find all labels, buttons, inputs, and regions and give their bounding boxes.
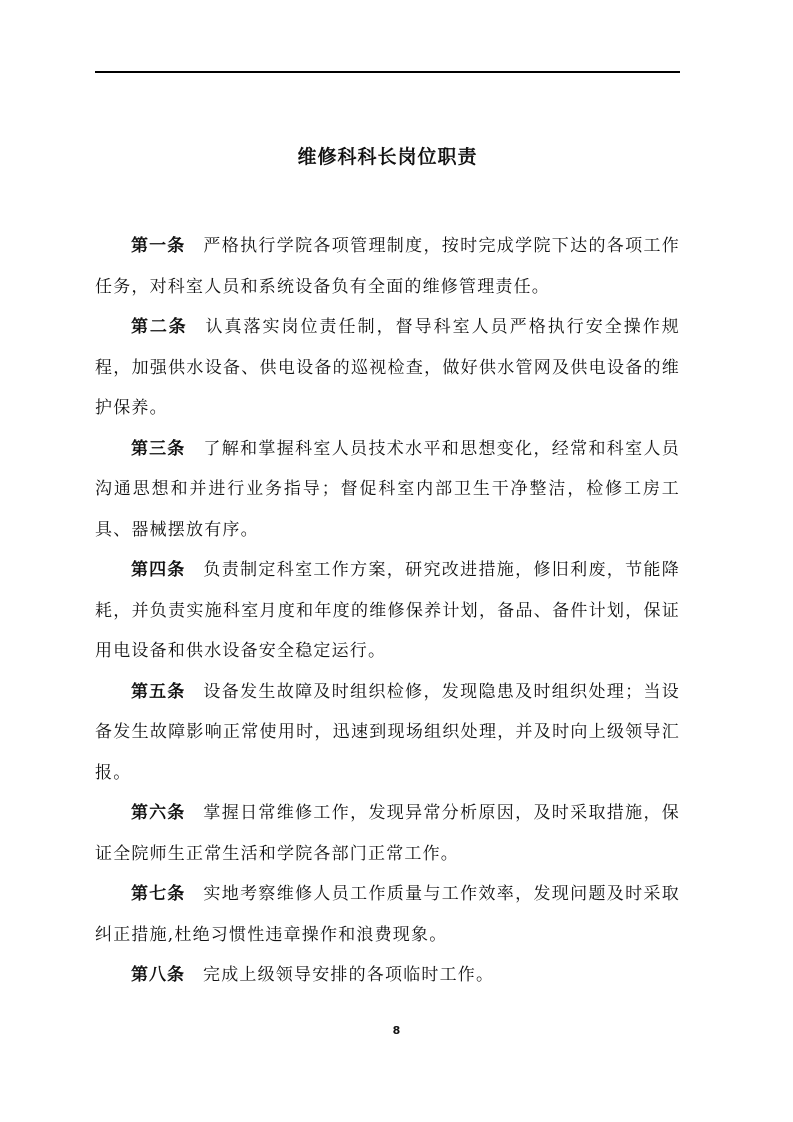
page-number: 8 [392, 1024, 401, 1037]
article-text: 了解和掌握科室人员技术水平和思想变化，经常和科室人员沟通思想和并进行业务指导；督促科室内部卫生干净整洁，检修工房工具、器械摆放有序。 [95, 438, 681, 540]
header-rule [95, 71, 680, 73]
article-2 [95, 307, 680, 429]
article-text: 实地考察维修人员工作质量与工作效率，发现问题及时采取纠正措施,杜绝习惯性违章操作和浪费现象。 [95, 884, 681, 945]
article-text: 掌握日常维修工作，发现异常分析原因，及时采取措施，保证全院师生正常生活和学院各部门正常工作。 [95, 803, 681, 864]
article-1 [95, 226, 680, 307]
article-3 [95, 429, 680, 551]
article-label: 第六条 [131, 803, 186, 823]
article-6 [95, 793, 680, 874]
article-text: 完成上级领导安排的各项临时工作。 [203, 965, 495, 985]
document-body [95, 226, 680, 996]
article-text: 设备发生故障及时组织检修，发现隐患及时组织处理；当设备发生故障影响正常使用时，迅速到现场组织处理，并及时向上级领导汇报。 [95, 681, 681, 783]
article-label: 第四条 [131, 560, 186, 580]
article-7 [95, 874, 680, 955]
article-4 [95, 550, 680, 672]
article-8 [95, 955, 680, 996]
article-label: 第八条 [131, 965, 185, 985]
article-5 [95, 672, 680, 794]
article-label: 第三条 [131, 438, 186, 459]
article-label: 第二条 [131, 317, 188, 337]
article-text: 认真落实岗位责任制，督导科室人员严格执行安全操作规程，加强供水设备、供电设备的巡视检查，做好供水管网及供电设备的维护保养。 [95, 317, 681, 418]
page-title: 维修科科长岗位职责 [297, 146, 478, 168]
article-label: 第七条 [131, 884, 186, 904]
article-text: 负责制定科室工作方案，研究改进措施，修旧利废，节能降耗，并负责实施科室月度和年度的维修保养计划，备品、备件计划，保证用电设备和供水设备安全稳定运行。 [95, 560, 681, 661]
article-label: 第五条 [131, 681, 186, 702]
article-label: 第一条 [131, 236, 186, 256]
article-text: 严格执行学院各项管理制度，按时完成学院下达的各项工作任务，对科室人员和系统设备负有全面的维修管理责任。 [95, 236, 681, 297]
